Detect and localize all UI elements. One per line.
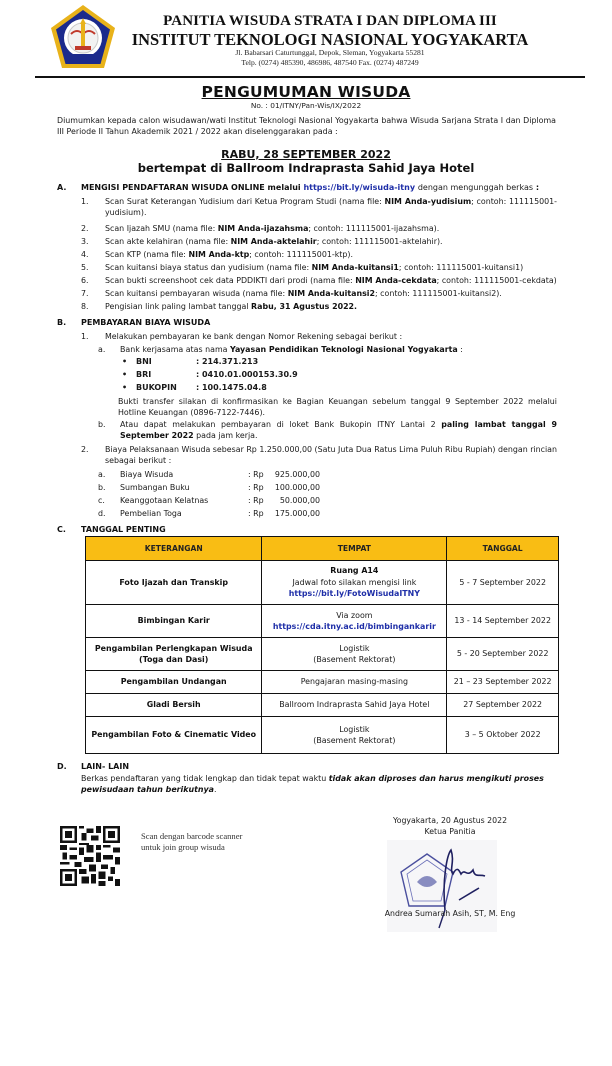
cell-keterangan: Pengambilan Foto & Cinematic Video — [86, 717, 262, 754]
document-title: PENGUMUMAN WISUDA — [201, 83, 411, 101]
cell-tanggal: 3 – 5 Oktober 2022 — [447, 717, 559, 754]
room-label: Ruang A14 — [330, 566, 379, 576]
item-text: Atau dapat melakukan pembayaran di loket Bank Bukopin ITNY Lantai 2 paling lambat tanggal 9 September 2022 pada jam kerja. — [120, 420, 557, 441]
letterhead-title-committee: PANITIA WISUDA STRATA I DAN DIPLOMA III — [163, 13, 497, 29]
item-text: Bank kerjasama atas nama Yayasan Pendidikan Teknologi Nasional Yogyakarta : — [120, 345, 463, 354]
career-guidance-link[interactable]: https://cda.itny.ac.id/bimbingankarir — [272, 622, 436, 631]
item-letter: b. — [98, 420, 106, 429]
fee-row — [98, 509, 358, 521]
fee-label: Biaya Wisuda — [120, 470, 174, 479]
letterhead-address: Jl. Babarsari Caturtunggal, Depok, Sleman, Yogyakarta 55281 — [235, 48, 425, 57]
list-item — [81, 196, 557, 219]
item-text: Scan kuitansi biaya status dan yudisium (nama file: NIM Anda-kuitansi1; contoh: 111115001-kuitansi1) — [105, 263, 524, 272]
cell-keterangan: Foto Ijazah dan Transkip — [86, 561, 262, 605]
column-header-tanggal: TANGGAL — [447, 537, 559, 561]
letterhead-phone: Telp. (0274) 485390, 486986, 487540 Fax. (0274) 487249 — [241, 58, 419, 68]
table-row — [86, 717, 559, 754]
section-a-heading — [57, 183, 539, 193]
bullet-icon: • — [122, 370, 128, 379]
cell-tempat — [262, 717, 447, 754]
fee-label: Keanggotaan Kelatnas — [120, 496, 209, 505]
fee-currency: : Rp — [248, 470, 264, 479]
section-d-title: LAIN- LAIN — [81, 762, 130, 771]
fee-currency: : Rp — [248, 496, 264, 505]
notes-text: Berkas pendaftaran yang tidak lengkap dan tidak tepat waktu — [81, 774, 329, 783]
fee-amount: 925.000,00 — [274, 470, 320, 479]
notes-emphasis: tidak akan diproses dan harus mengikuti proses pewisudaan tahun berikutnya — [81, 774, 544, 795]
cell-tempat: Pengajaran masing-masing — [262, 671, 447, 694]
list-item — [81, 236, 557, 247]
bank-account-number: : 0410.01.000153.30.9 — [196, 370, 298, 379]
payment-sub-a — [98, 344, 557, 355]
list-item — [81, 288, 557, 299]
important-dates-table — [85, 536, 559, 754]
list-item — [81, 249, 557, 260]
place-name: Logistik — [339, 724, 370, 734]
section-b-title: PEMBAYARAN BIAYA WISUDA — [81, 318, 211, 327]
itny-crest-icon — [49, 4, 117, 72]
item-number: 2. — [81, 224, 89, 233]
item-text: Scan Surat Keterangan Yudisium dari Ketua Program Studi (nama file: NIM Anda-yudisium; contoh: 111115001-yudisium). — [105, 197, 558, 218]
list-item — [81, 223, 557, 234]
table-header-row — [86, 537, 559, 561]
item-text: Scan KTP (nama file: NIM Anda-ktp; contoh: 111115001-ktp). — [105, 250, 353, 259]
item-number: 1. — [81, 197, 89, 206]
bank-name: BNI — [136, 357, 152, 366]
fee-label: Sumbangan Buku — [120, 483, 190, 492]
list-item — [81, 262, 557, 273]
letterhead-title-institute: INSTITUT TEKNOLOGI NASIONAL YOGYAKARTA — [131, 30, 529, 49]
fee-letter: b. — [98, 483, 106, 492]
place-date: Yogyakarta, 20 Agustus 2022 — [392, 816, 508, 825]
signer-name: Andrea Sumarah Asih, ST, M. Eng — [384, 909, 516, 918]
cell-tanggal: 21 – 23 September 2022 — [447, 671, 559, 694]
cell-tanggal: 27 September 2022 — [447, 694, 559, 717]
fee-amount: 175.000,00 — [274, 509, 320, 518]
section-letter: C. — [57, 525, 66, 534]
bank-account-number: : 214.371.213 — [196, 357, 259, 366]
section-letter: A. — [57, 183, 67, 192]
item-number: 5. — [81, 263, 89, 272]
cell-keterangan: Pengambilan Perlengkapan Wisuda (Toga dan Dasi) — [86, 638, 262, 671]
item-number: 6. — [81, 276, 89, 285]
cell-tempat — [262, 561, 447, 605]
item-number: 4. — [81, 250, 89, 259]
document-number: No. : 01/ITNY/Pan-Wis/IX/2022 — [250, 101, 362, 110]
table-row — [86, 671, 559, 694]
item-text: Scan kuitansi pembayaran wisuda (nama file: NIM Anda-kuitansi2; contoh: 111115001-kuitansi2). — [105, 289, 502, 298]
item-text: Biaya Pelaksanaan Wisuda sebesar Rp 1.250.000,00 (Satu Juta Dua Ratus Lima Puluh Ribu Rupiah) dengan rincian sebagai berikut : — [105, 445, 558, 466]
item-text: Pengisian link paling lambat tanggal Rabu, 31 Agustus 2022. — [105, 302, 358, 311]
bank-name: BUKOPIN — [136, 383, 177, 392]
item-text: Scan bukti screenshoot cek data PDDIKTI dari prodi (nama file: NIM Anda-cekdata; contoh: 111115001-cekdata) — [105, 276, 557, 285]
transfer-note-text: Bukti transfer silakan di konfirmasikan ke Bagian Keuangan sebelum tanggal 9 September 2022 melalui Hotline Keuangan (0896-7122-7446). — [118, 397, 557, 418]
list-item — [81, 301, 557, 312]
item-number: 1. — [81, 332, 89, 341]
place-name: Logistik — [339, 643, 370, 653]
table-row — [86, 694, 559, 717]
section-a-title-rest: dengan mengunggah berkas — [417, 183, 534, 192]
section-a-colon: : — [535, 183, 540, 192]
fee-letter: c. — [98, 496, 105, 505]
bullet-icon: • — [122, 383, 128, 392]
event-place: bertempat di Ballroom Indraprasta Sahid Jaya Hotel — [137, 161, 475, 175]
item-number: 3. — [81, 237, 89, 246]
table-row — [86, 605, 559, 638]
cell-keterangan: Bimbingan Karir — [86, 605, 262, 638]
cell-keterangan: Pengambilan Undangan — [86, 671, 262, 694]
table-row — [86, 561, 559, 605]
letterhead-divider — [35, 76, 585, 78]
fee-letter: a. — [98, 470, 106, 479]
qr-code-icon[interactable] — [60, 826, 120, 886]
fee-letter: d. — [98, 509, 106, 518]
cell-tempat — [262, 638, 447, 671]
fee-amount: 100.000,00 — [274, 483, 320, 492]
letterhead — [0, 0, 612, 80]
fee-row — [98, 496, 358, 508]
fee-label: Pembelian Toga — [120, 509, 182, 518]
fee-row — [98, 470, 358, 482]
fee-amount: 50.000,00 — [279, 496, 320, 505]
intro-paragraph: Diumumkan kepada calon wisudawan/wati Institut Teknologi Nasional Yogyakarta bahwa Wisuda Sarjana Strata I dan Diploma III Periode II Tahun Akademik 2021 / 2022 akan diselenggarakan pada : — [57, 116, 556, 137]
item-number: 2. — [81, 445, 89, 454]
bank-account-number: : 100.1475.04.8 — [196, 383, 267, 392]
cell-tanggal: 5 - 7 September 2022 — [447, 561, 559, 605]
payment-sub-b — [98, 419, 557, 442]
place-detail: (Basement Rektorat) — [313, 736, 396, 745]
photo-schedule-link[interactable]: https://bit.ly/FotoWisudaITNY — [288, 589, 420, 599]
section-letter: D. — [57, 762, 67, 771]
fee-description — [81, 444, 557, 467]
bank-name: BRI — [136, 370, 152, 379]
section-a-title: MENGISI PENDAFTARAN WISUDA ONLINE melalui — [81, 183, 301, 192]
section-letter: B. — [57, 318, 67, 327]
item-text: Scan Ijazah SMU (nama file: NIM Anda-ijazahsma; contoh: 111115001-ijazahsma). — [105, 224, 440, 233]
fee-currency: : Rp — [248, 483, 264, 492]
letterhead-contact — [130, 48, 530, 69]
registration-link[interactable]: https://bit.ly/wisuda-itny — [303, 183, 416, 192]
transfer-note — [118, 396, 557, 419]
cell-tanggal: 5 - 20 September 2022 — [447, 638, 559, 671]
signer-role: Ketua Panitia — [424, 826, 476, 836]
item-text: Melakukan pembayaran ke bank dengan Nomor Rekening sebagai berikut : — [105, 332, 403, 341]
payment-instruction — [81, 331, 557, 342]
cell-tempat — [262, 605, 447, 638]
place-note: Jadwal foto silakan mengisi link — [292, 577, 417, 587]
place-detail: (Basement Rektorat) — [313, 655, 396, 664]
list-item — [81, 275, 571, 286]
cell-tempat: Ballroom Indraprasta Sahid Jaya Hotel — [262, 694, 447, 717]
section-c-heading — [57, 525, 166, 535]
item-text: Scan akte kelahiran (nama file: NIM Anda-aktelahir; contoh: 111115001-aktelahir). — [105, 237, 443, 246]
event-date: RABU, 28 SEPTEMBER 2022 — [221, 148, 391, 161]
item-letter: a. — [98, 345, 106, 354]
cell-tanggal: 13 - 14 September 2022 — [447, 605, 559, 638]
signature-block — [370, 816, 530, 838]
fee-currency: : Rp — [248, 509, 264, 518]
column-header-keterangan: KETERANGAN — [86, 537, 262, 561]
notes-period: . — [214, 785, 217, 795]
section-c-title: TANGGAL PENTING — [81, 525, 166, 534]
item-number: 7. — [81, 289, 89, 298]
section-d-heading — [57, 762, 129, 772]
table-row — [86, 638, 559, 671]
qr-caption: Scan dengan barcode scanner untuk join group wisuda — [141, 831, 243, 853]
bullet-icon: • — [122, 357, 128, 366]
column-header-tempat: TEMPAT — [262, 537, 447, 561]
other-notes — [81, 773, 557, 796]
cell-keterangan: Gladi Bersih — [86, 694, 262, 717]
section-b-heading — [57, 318, 210, 328]
place-note: Via zoom — [336, 610, 373, 620]
fee-row — [98, 483, 358, 495]
item-number: 8. — [81, 302, 89, 311]
